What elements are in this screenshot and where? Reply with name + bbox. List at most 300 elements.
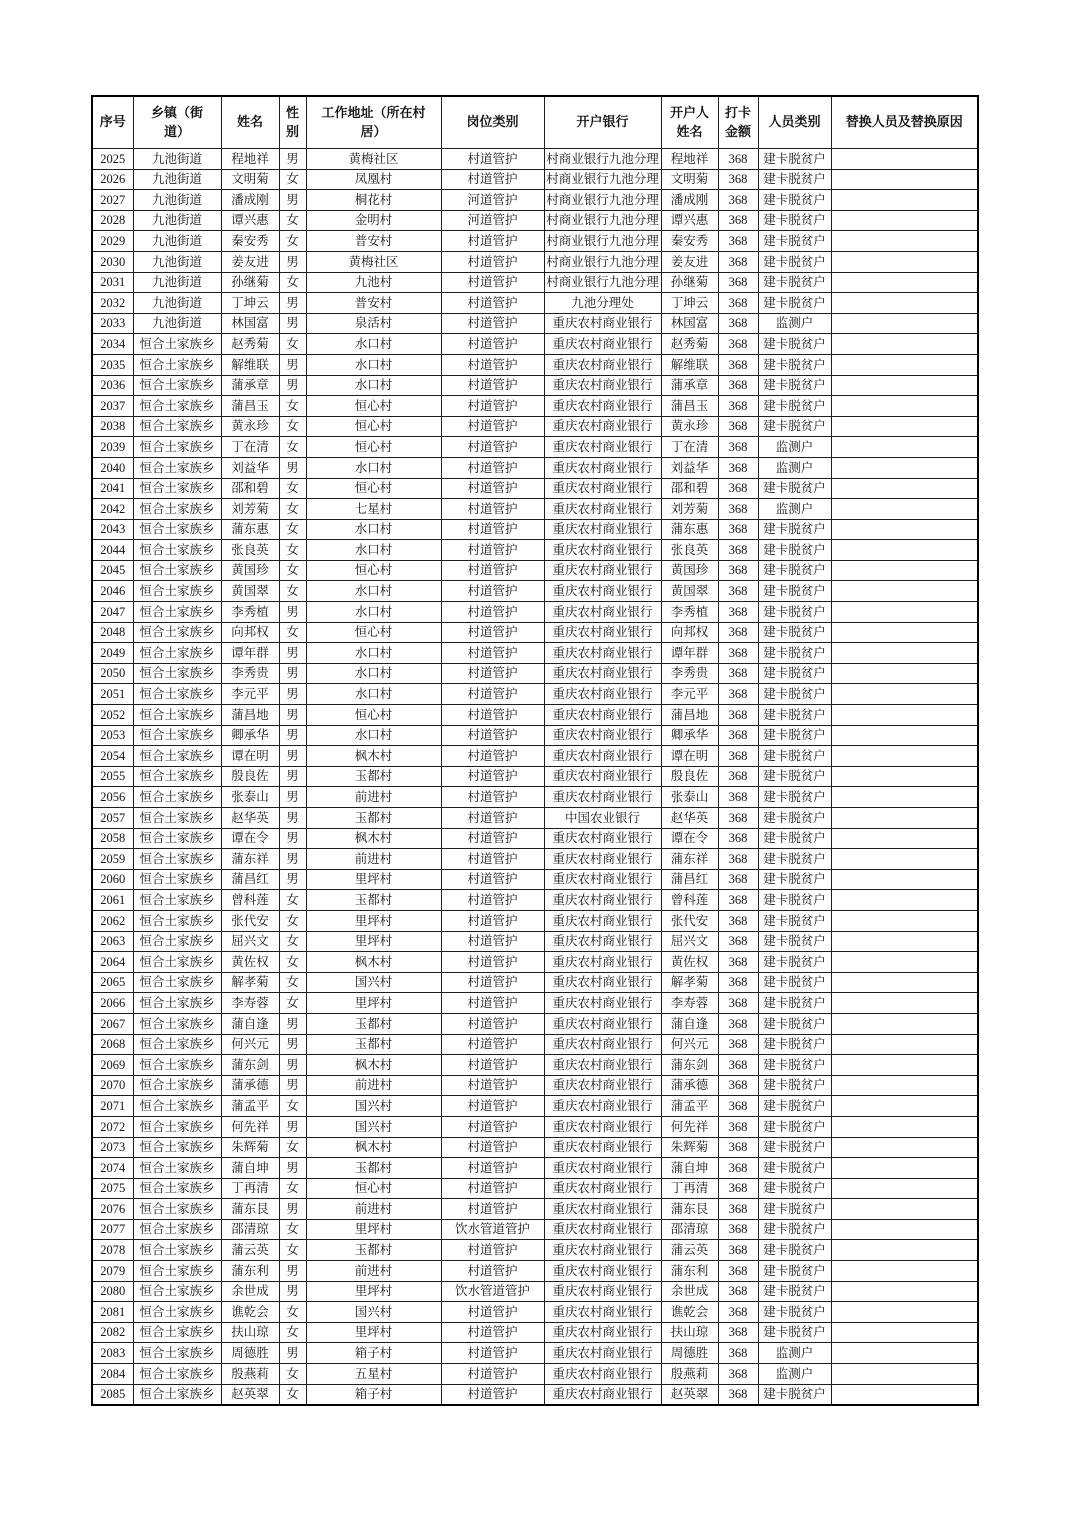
header-row (92, 96, 978, 149)
cell-work-address: 里坪村 (306, 931, 441, 952)
table-row (92, 1343, 978, 1364)
cell-account-name: 蒲自坤 (661, 1158, 718, 1179)
cell-account-name: 蒲昌玉 (661, 396, 718, 417)
cell-person-type: 建卡脱贫户 (758, 1013, 831, 1034)
cell-replacement (831, 622, 978, 643)
cell-bank: 重庆农村商业银行 (544, 1384, 661, 1405)
cell-person-type: 建卡脱贫户 (758, 787, 831, 808)
cell-person-type: 建卡脱贫户 (758, 560, 831, 581)
cell-gender: 女 (279, 540, 306, 561)
cell-person-type: 建卡脱贫户 (758, 1178, 831, 1199)
cell-gender: 男 (279, 1013, 306, 1034)
cell-name: 向邦权 (221, 622, 279, 643)
cell-gender: 女 (279, 931, 306, 952)
cell-bank: 重庆农村商业银行 (544, 725, 661, 746)
cell-account-name: 丁在清 (661, 437, 718, 458)
cell-township: 恒合土家族乡 (133, 1281, 221, 1302)
cell-person-type: 建卡脱贫户 (758, 746, 831, 767)
cell-replacement (831, 828, 978, 849)
cell-bank: 重庆农村商业银行 (544, 622, 661, 643)
cell-work-address: 玉都村 (306, 1013, 441, 1034)
cell-gender: 女 (279, 519, 306, 540)
cell-account-name: 谯乾会 (661, 1302, 718, 1323)
cell-bank: 重庆农村商业银行 (544, 972, 661, 993)
cell-township: 恒合土家族乡 (133, 869, 221, 890)
cell-replacement (831, 540, 978, 561)
cell-township: 九池街道 (133, 149, 221, 170)
cell-name: 刘芳菊 (221, 499, 279, 520)
table-row (92, 1013, 978, 1034)
cell-replacement (831, 1322, 978, 1343)
table-row (92, 272, 978, 293)
table-row (92, 1137, 978, 1158)
cell-amount: 368 (718, 1219, 758, 1240)
cell-index: 2027 (92, 190, 133, 211)
cell-person-type: 建卡脱贫户 (758, 1384, 831, 1405)
table-row (92, 396, 978, 417)
column-header-index: 序号 (92, 96, 133, 149)
column-header-person-type: 人员类别 (758, 96, 831, 149)
cell-work-address: 恒心村 (306, 705, 441, 726)
cell-work-address: 普安村 (306, 293, 441, 314)
cell-amount: 368 (718, 808, 758, 829)
cell-amount: 368 (718, 272, 758, 293)
cell-bank: 重庆农村商业银行 (544, 952, 661, 973)
cell-work-address: 里坪村 (306, 869, 441, 890)
cell-replacement (831, 993, 978, 1014)
cell-township: 恒合土家族乡 (133, 643, 221, 664)
table-row (92, 725, 978, 746)
table-row (92, 684, 978, 705)
cell-work-address: 恒心村 (306, 622, 441, 643)
table-row (92, 1055, 978, 1076)
cell-person-type: 监测户 (758, 1364, 831, 1385)
cell-gender: 男 (279, 354, 306, 375)
cell-account-name: 蒲东利 (661, 1261, 718, 1282)
cell-name: 丁再清 (221, 1178, 279, 1199)
cell-name: 周德胜 (221, 1343, 279, 1364)
cell-person-type: 建卡脱贫户 (758, 1075, 831, 1096)
table-row (92, 1075, 978, 1096)
cell-post-type: 村道管护 (441, 354, 544, 375)
cell-gender: 女 (279, 1302, 306, 1323)
cell-person-type: 建卡脱贫户 (758, 869, 831, 890)
cell-name: 谭年群 (221, 643, 279, 664)
cell-account-name: 潘成刚 (661, 190, 718, 211)
table-row (92, 210, 978, 231)
cell-township: 恒合土家族乡 (133, 1240, 221, 1261)
cell-post-type: 村道管护 (441, 746, 544, 767)
cell-index: 2067 (92, 1013, 133, 1034)
cell-index: 2058 (92, 828, 133, 849)
cell-name: 黄佐权 (221, 952, 279, 973)
cell-work-address: 黄梅社区 (306, 251, 441, 272)
cell-gender: 女 (279, 910, 306, 931)
cell-township: 恒合土家族乡 (133, 787, 221, 808)
table-row (92, 519, 978, 540)
cell-work-address: 水口村 (306, 725, 441, 746)
cell-work-address: 玉都村 (306, 808, 441, 829)
cell-replacement (831, 149, 978, 170)
cell-account-name: 蒲云英 (661, 1240, 718, 1261)
cell-replacement (831, 272, 978, 293)
cell-township: 恒合土家族乡 (133, 1343, 221, 1364)
cell-township: 九池街道 (133, 272, 221, 293)
cell-bank: 九池分理处 (544, 293, 661, 314)
cell-bank: 重庆农村商业银行 (544, 519, 661, 540)
cell-name: 丁坤云 (221, 293, 279, 314)
cell-work-address: 恒心村 (306, 560, 441, 581)
cell-amount: 368 (718, 190, 758, 211)
cell-person-type: 建卡脱贫户 (758, 1322, 831, 1343)
cell-township: 恒合土家族乡 (133, 396, 221, 417)
cell-amount: 368 (718, 478, 758, 499)
cell-amount: 368 (718, 416, 758, 437)
cell-gender: 男 (279, 684, 306, 705)
table-row (92, 1219, 978, 1240)
cell-post-type: 村道管护 (441, 910, 544, 931)
cell-post-type: 村道管护 (441, 1302, 544, 1323)
cell-replacement (831, 766, 978, 787)
cell-post-type: 村道管护 (441, 787, 544, 808)
cell-post-type: 村道管护 (441, 849, 544, 870)
table-row (92, 560, 978, 581)
cell-work-address: 金明村 (306, 210, 441, 231)
cell-bank: 重庆农村商业银行 (544, 1055, 661, 1076)
cell-township: 恒合土家族乡 (133, 457, 221, 478)
cell-post-type: 村道管护 (441, 560, 544, 581)
cell-township: 恒合土家族乡 (133, 334, 221, 355)
cell-work-address: 恒心村 (306, 478, 441, 499)
cell-index: 2030 (92, 251, 133, 272)
cell-gender: 男 (279, 293, 306, 314)
cell-name: 丁在清 (221, 437, 279, 458)
cell-township: 恒合土家族乡 (133, 1116, 221, 1137)
cell-post-type: 村道管护 (441, 1178, 544, 1199)
cell-index: 2040 (92, 457, 133, 478)
cell-work-address: 泉活村 (306, 313, 441, 334)
cell-post-type: 村道管护 (441, 313, 544, 334)
cell-index: 2063 (92, 931, 133, 952)
cell-replacement (831, 1364, 978, 1385)
cell-name: 孙继菊 (221, 272, 279, 293)
cell-gender: 男 (279, 602, 306, 623)
cell-replacement (831, 972, 978, 993)
cell-township: 恒合土家族乡 (133, 1034, 221, 1055)
cell-person-type: 监测户 (758, 1343, 831, 1364)
cell-person-type: 建卡脱贫户 (758, 416, 831, 437)
table-row (92, 190, 978, 211)
cell-post-type: 村道管护 (441, 622, 544, 643)
cell-amount: 368 (718, 705, 758, 726)
cell-replacement (831, 746, 978, 767)
cell-bank: 重庆农村商业银行 (544, 1261, 661, 1282)
cell-index: 2036 (92, 375, 133, 396)
cell-bank: 重庆农村商业银行 (544, 1137, 661, 1158)
cell-person-type: 建卡脱贫户 (758, 272, 831, 293)
cell-work-address: 凤凰村 (306, 169, 441, 190)
cell-name: 蒲东祥 (221, 849, 279, 870)
cell-gender: 男 (279, 766, 306, 787)
cell-person-type: 监测户 (758, 313, 831, 334)
cell-township: 恒合土家族乡 (133, 1219, 221, 1240)
cell-name: 邵清琼 (221, 1219, 279, 1240)
cell-bank: 重庆农村商业银行 (544, 602, 661, 623)
cell-person-type: 建卡脱贫户 (758, 149, 831, 170)
cell-amount: 368 (718, 828, 758, 849)
cell-township: 恒合土家族乡 (133, 684, 221, 705)
column-header-gender: 性别 (279, 96, 306, 149)
cell-amount: 368 (718, 746, 758, 767)
cell-work-address: 前进村 (306, 787, 441, 808)
cell-gender: 女 (279, 1178, 306, 1199)
cell-account-name: 黄国珍 (661, 560, 718, 581)
cell-gender: 女 (279, 499, 306, 520)
cell-bank: 村商业银行九池分理 (544, 231, 661, 252)
cell-work-address: 前进村 (306, 1075, 441, 1096)
cell-gender: 男 (279, 828, 306, 849)
cell-person-type: 建卡脱贫户 (758, 993, 831, 1014)
cell-account-name: 孙继菊 (661, 272, 718, 293)
cell-township: 恒合土家族乡 (133, 499, 221, 520)
cell-gender: 男 (279, 705, 306, 726)
cell-work-address: 里坪村 (306, 1281, 441, 1302)
cell-replacement (831, 210, 978, 231)
cell-work-address: 前进村 (306, 1199, 441, 1220)
cell-gender: 女 (279, 952, 306, 973)
cell-township: 恒合土家族乡 (133, 622, 221, 643)
cell-person-type: 建卡脱贫户 (758, 1116, 831, 1137)
table-row (92, 499, 978, 520)
cell-person-type: 建卡脱贫户 (758, 1199, 831, 1220)
cell-gender: 女 (279, 1364, 306, 1385)
table-row (92, 169, 978, 190)
cell-post-type: 村道管护 (441, 1261, 544, 1282)
cell-bank: 重庆农村商业银行 (544, 1302, 661, 1323)
cell-person-type: 建卡脱贫户 (758, 334, 831, 355)
cell-bank: 村商业银行九池分理 (544, 272, 661, 293)
cell-replacement (831, 952, 978, 973)
cell-amount: 368 (718, 1055, 758, 1076)
cell-account-name: 周德胜 (661, 1343, 718, 1364)
column-header-post-type: 岗位类别 (441, 96, 544, 149)
cell-replacement (831, 1343, 978, 1364)
cell-account-name: 李元平 (661, 684, 718, 705)
cell-amount: 368 (718, 457, 758, 478)
cell-amount: 368 (718, 251, 758, 272)
cell-replacement (831, 1240, 978, 1261)
cell-person-type: 建卡脱贫户 (758, 519, 831, 540)
cell-township: 恒合土家族乡 (133, 581, 221, 602)
cell-bank: 重庆农村商业银行 (544, 993, 661, 1014)
cell-name: 屈兴文 (221, 931, 279, 952)
cell-name: 文明菊 (221, 169, 279, 190)
table-row (92, 1034, 978, 1055)
cell-index: 2077 (92, 1219, 133, 1240)
cell-account-name: 程地祥 (661, 149, 718, 170)
cell-person-type: 监测户 (758, 457, 831, 478)
cell-name: 解维联 (221, 354, 279, 375)
cell-index: 2028 (92, 210, 133, 231)
cell-gender: 女 (279, 1240, 306, 1261)
cell-person-type: 建卡脱贫户 (758, 622, 831, 643)
cell-account-name: 张泰山 (661, 787, 718, 808)
table-row (92, 622, 978, 643)
cell-post-type: 村道管护 (441, 499, 544, 520)
cell-index: 2069 (92, 1055, 133, 1076)
cell-bank: 村商业银行九池分理 (544, 169, 661, 190)
cell-post-type: 村道管护 (441, 1343, 544, 1364)
table-row (92, 972, 978, 993)
cell-replacement (831, 1013, 978, 1034)
cell-index: 2034 (92, 334, 133, 355)
cell-person-type: 建卡脱贫户 (758, 931, 831, 952)
cell-township: 恒合土家族乡 (133, 1096, 221, 1117)
cell-township: 恒合土家族乡 (133, 519, 221, 540)
cell-gender: 女 (279, 437, 306, 458)
cell-account-name: 蒲昌红 (661, 869, 718, 890)
table-row (92, 828, 978, 849)
cell-name: 蒲昌玉 (221, 396, 279, 417)
cell-amount: 368 (718, 1034, 758, 1055)
cell-work-address: 水口村 (306, 663, 441, 684)
cell-index: 2026 (92, 169, 133, 190)
cell-replacement (831, 1384, 978, 1405)
cell-replacement (831, 1281, 978, 1302)
cell-replacement (831, 313, 978, 334)
table-row (92, 663, 978, 684)
cell-index: 2048 (92, 622, 133, 643)
cell-account-name: 赵华英 (661, 808, 718, 829)
cell-name: 殷燕莉 (221, 1364, 279, 1385)
cell-account-name: 张代安 (661, 910, 718, 931)
cell-township: 恒合土家族乡 (133, 1364, 221, 1385)
cell-index: 2083 (92, 1343, 133, 1364)
cell-gender: 男 (279, 251, 306, 272)
cell-index: 2064 (92, 952, 133, 973)
cell-amount: 368 (718, 602, 758, 623)
cell-amount: 368 (718, 519, 758, 540)
cell-post-type: 村道管护 (441, 1137, 544, 1158)
cell-replacement (831, 705, 978, 726)
cell-amount: 368 (718, 1096, 758, 1117)
cell-post-type: 村道管护 (441, 293, 544, 314)
cell-name: 谭在令 (221, 828, 279, 849)
cell-account-name: 蒲东祥 (661, 849, 718, 870)
cell-amount: 368 (718, 663, 758, 684)
cell-index: 2039 (92, 437, 133, 458)
cell-index: 2066 (92, 993, 133, 1014)
cell-work-address: 里坪村 (306, 1322, 441, 1343)
cell-work-address: 水口村 (306, 581, 441, 602)
cell-account-name: 谭在令 (661, 828, 718, 849)
cell-post-type: 村道管护 (441, 231, 544, 252)
cell-work-address: 里坪村 (306, 1219, 441, 1240)
table-row (92, 231, 978, 252)
cell-gender: 女 (279, 1322, 306, 1343)
cell-amount: 368 (718, 396, 758, 417)
cell-bank: 重庆农村商业银行 (544, 1096, 661, 1117)
cell-name: 赵秀菊 (221, 334, 279, 355)
cell-person-type: 建卡脱贫户 (758, 1240, 831, 1261)
cell-amount: 368 (718, 890, 758, 911)
cell-post-type: 村道管护 (441, 1322, 544, 1343)
cell-township: 恒合土家族乡 (133, 931, 221, 952)
cell-index: 2050 (92, 663, 133, 684)
cell-account-name: 黄国翠 (661, 581, 718, 602)
cell-township: 恒合土家族乡 (133, 1178, 221, 1199)
cell-gender: 男 (279, 1261, 306, 1282)
cell-township: 恒合土家族乡 (133, 705, 221, 726)
cell-person-type: 建卡脱贫户 (758, 725, 831, 746)
cell-person-type: 建卡脱贫户 (758, 663, 831, 684)
cell-name: 扶山琼 (221, 1322, 279, 1343)
cell-amount: 368 (718, 581, 758, 602)
cell-work-address: 恒心村 (306, 416, 441, 437)
cell-person-type: 建卡脱贫户 (758, 190, 831, 211)
cell-person-type: 建卡脱贫户 (758, 1261, 831, 1282)
cell-work-address: 水口村 (306, 602, 441, 623)
cell-township: 九池街道 (133, 210, 221, 231)
cell-gender: 女 (279, 334, 306, 355)
cell-name: 蒲东剑 (221, 1055, 279, 1076)
cell-work-address: 里坪村 (306, 993, 441, 1014)
table-row (92, 1302, 978, 1323)
cell-township: 恒合土家族乡 (133, 437, 221, 458)
cell-gender: 女 (279, 1384, 306, 1405)
cell-work-address: 枫木村 (306, 1055, 441, 1076)
cell-person-type: 建卡脱贫户 (758, 251, 831, 272)
cell-name: 何先祥 (221, 1116, 279, 1137)
cell-bank: 重庆农村商业银行 (544, 931, 661, 952)
cell-township: 恒合土家族乡 (133, 1322, 221, 1343)
cell-post-type: 村道管护 (441, 643, 544, 664)
cell-replacement (831, 499, 978, 520)
cell-replacement (831, 1219, 978, 1240)
cell-post-type: 村道管护 (441, 890, 544, 911)
cell-account-name: 向邦权 (661, 622, 718, 643)
cell-amount: 368 (718, 149, 758, 170)
cell-work-address: 七星村 (306, 499, 441, 520)
cell-person-type: 建卡脱贫户 (758, 375, 831, 396)
cell-township: 九池街道 (133, 293, 221, 314)
cell-account-name: 蒲孟平 (661, 1096, 718, 1117)
cell-index: 2053 (92, 725, 133, 746)
cell-gender: 男 (279, 1281, 306, 1302)
column-header-replacement: 替换人员及替换原因 (831, 96, 978, 149)
cell-replacement (831, 1261, 978, 1282)
cell-person-type: 建卡脱贫户 (758, 169, 831, 190)
cell-index: 2037 (92, 396, 133, 417)
cell-township: 恒合土家族乡 (133, 972, 221, 993)
cell-account-name: 丁再清 (661, 1178, 718, 1199)
cell-index: 2041 (92, 478, 133, 499)
column-header-amount: 打卡金额 (718, 96, 758, 149)
cell-gender: 女 (279, 1096, 306, 1117)
cell-gender: 女 (279, 231, 306, 252)
cell-bank: 重庆农村商业银行 (544, 828, 661, 849)
cell-post-type: 村道管护 (441, 1158, 544, 1179)
cell-replacement (831, 190, 978, 211)
cell-account-name: 解孝菊 (661, 972, 718, 993)
cell-person-type: 建卡脱贫户 (758, 210, 831, 231)
cell-account-name: 谭兴惠 (661, 210, 718, 231)
cell-person-type: 监测户 (758, 499, 831, 520)
cell-account-name: 李秀植 (661, 602, 718, 623)
column-header-account-name: 开户人姓名 (661, 96, 718, 149)
cell-name: 程地祥 (221, 149, 279, 170)
cell-account-name: 林国富 (661, 313, 718, 334)
